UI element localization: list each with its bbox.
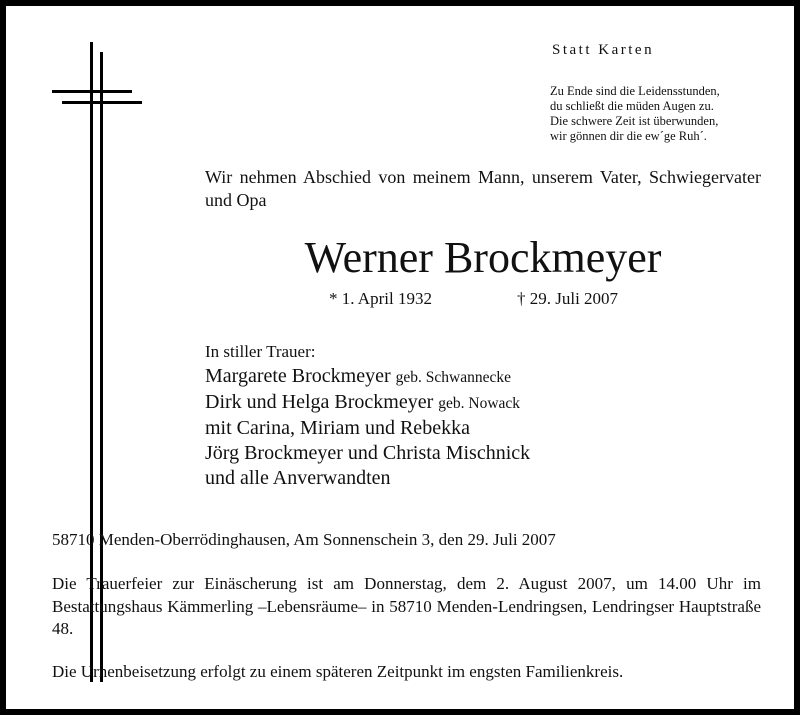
poem-line: Zu Ende sind die Leidensstunden, [550,84,720,98]
funeral-service-info: Die Trauerfeier zur Einäscherung ist am Donnerstag, dem 2. August 2007, um 14.00 Uhr im Bestattungshaus Kämmerling –Lebensräume– in 58710 Menden-Lendringsen, Lendringser Hauptstraße 48. [52,574,761,638]
poem-line: du schließt die müden Augen zu. [550,99,714,113]
poem-line: Die schwere Zeit ist überwunden, [550,114,719,128]
deceased-name: Werner Brockmeyer [304,233,662,282]
farewell-intro: Wir nehmen Abschied von meinem Mann, unserem Vater, Schwiegervater und Opa [205,167,761,210]
poem [550,84,720,144]
mourner-birthname: geb. Nowack [438,395,521,412]
mourner-line: Jörg Brockmeyer und Christa Mischnick [205,442,531,464]
mourning-label: In stiller Trauer: [205,342,316,361]
cross-horizontal-bar [62,101,142,104]
cross-horizontal-bar [52,90,132,93]
mourner-name: Margarete Brockmeyer [205,365,391,387]
urn-burial-info: Die Urnenbeisetzung erfolgt zu einem späteren Zeitpunkt im engsten Familienkreis. [52,662,624,681]
mourner-line [205,390,530,416]
death-date: † 29. Juli 2007 [517,289,619,308]
mourner-birthname: geb. Schwannecke [395,369,511,386]
mourner-line: und alle Anverwandten [205,467,391,489]
address-line: 58710 Menden-Oberrödinghausen, Am Sonnenschein 3, den 29. Juli 2007 [52,530,556,549]
mourner-line: mit Carina, Miriam und Rebekka [205,417,470,439]
mourner-name: Dirk und Helga Brockmeyer [205,391,434,413]
mourners-list [205,364,530,491]
poem-line: wir gönnen dir die ew´ge Ruh´. [550,129,707,143]
statt-karten-heading: Statt Karten [552,42,655,58]
birth-date: * 1. April 1932 [329,289,432,308]
mourner-line [205,364,530,390]
